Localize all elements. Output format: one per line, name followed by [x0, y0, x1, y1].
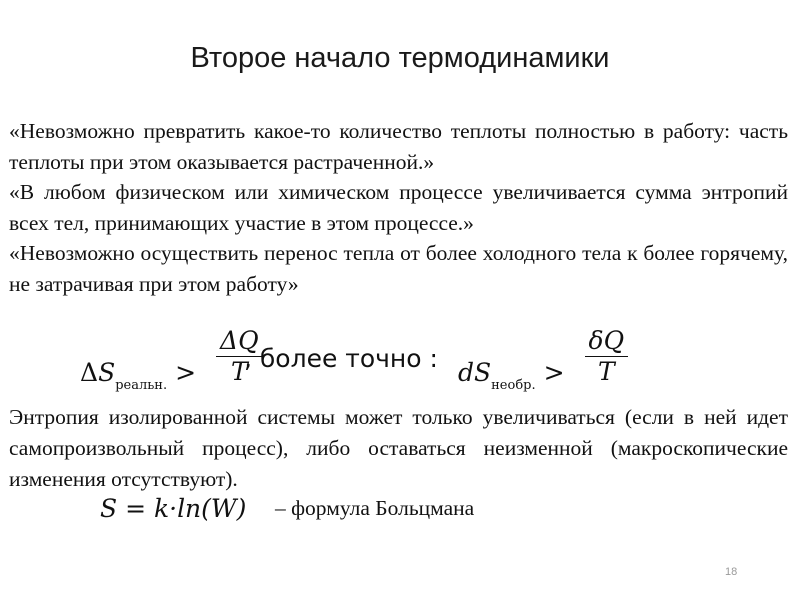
greater-than: > — [543, 358, 565, 387]
entropy-statement: Энтропия изолированной системы может только увеличиваться (если в ней идет самопроизвольный процесс), либо оставаться неизменной (макроскопические изменения отсутствуют). — [9, 405, 788, 491]
delta-symbol: Δ — [80, 358, 99, 387]
fraction-denominator: T — [597, 357, 615, 386]
statement-2: «В любом физическом или химическом процессе увеличивается сумма энтропий всех тел, принимающих участие в этом процессе.» — [9, 180, 788, 235]
entropy-subscript: реальн. — [115, 378, 168, 393]
more-precisely-text: , более точно : — [244, 344, 438, 373]
entropy-differential: dS — [458, 358, 492, 387]
slide-title: Второе начало термодинамики — [190, 42, 610, 74]
boltzmann-formula: S = k·ln(W) — [100, 494, 247, 523]
page-number: 18 — [725, 566, 738, 578]
statements-block — [9, 116, 788, 299]
fraction-denominator: T — [230, 357, 248, 386]
fraction-numerator: δQ — [585, 326, 629, 357]
greater-than: > — [175, 358, 197, 387]
irreversible-subscript: необр. — [491, 378, 536, 393]
statement-3: «Невозможно осуществить перенос тепла от более холодного тела к более горячему, не затрачивая при этом работу» — [9, 241, 788, 296]
heat-fraction — [585, 326, 629, 387]
statement-1: «Невозможно превратить какое-то количество теплоты полностью в работу: часть теплоты при этом оказывается растраченной.» — [9, 119, 788, 174]
irreversible-inequality — [458, 326, 632, 393]
fraction-numerator: ΔQ — [216, 326, 263, 357]
real-inequality — [80, 326, 267, 393]
entropy-var: S — [98, 358, 116, 387]
entropy-inequality — [80, 328, 680, 398]
boltzmann-label: – формула Больцмана — [275, 496, 475, 520]
